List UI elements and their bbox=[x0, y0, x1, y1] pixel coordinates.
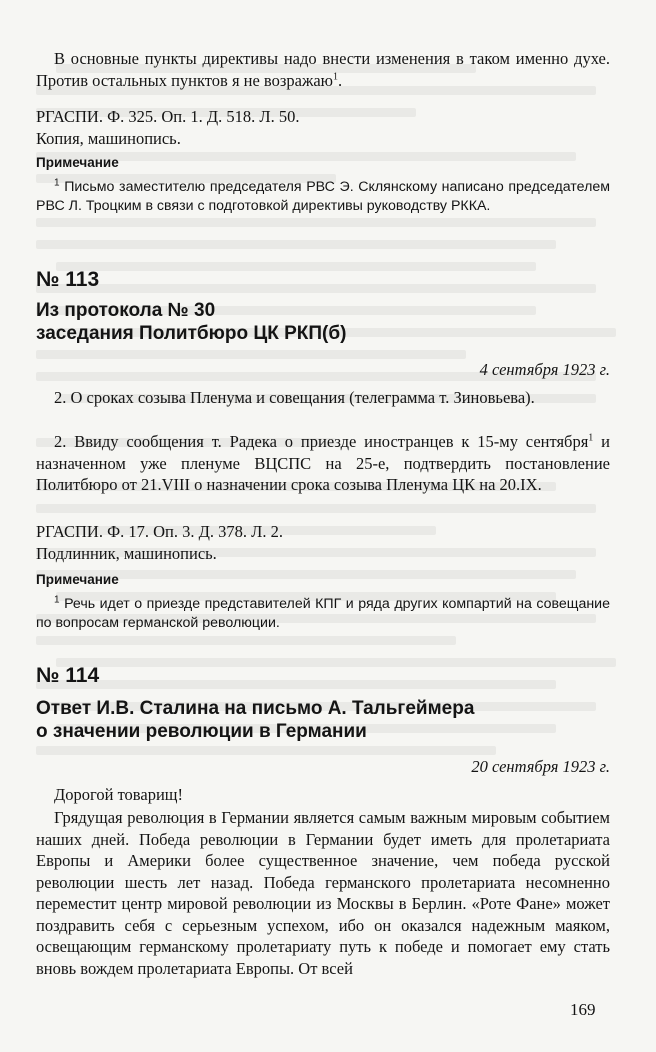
copy-type: Копия, машинопись. bbox=[36, 129, 181, 148]
ghost-line bbox=[56, 262, 536, 271]
ghost-line bbox=[36, 350, 466, 359]
document-number: № 113 bbox=[36, 268, 100, 291]
item-text: 2. Ввиду сообщения т. Радека о приезде иностранцев к 15-му сентября bbox=[54, 432, 589, 451]
footnote-marker: 1 bbox=[54, 594, 60, 606]
document-date: 20 сентября 1923 г. bbox=[471, 757, 610, 776]
archive-source: РГАСПИ. Ф. 325. Оп. 1. Д. 518. Л. 50. bbox=[36, 107, 300, 126]
ghost-line bbox=[56, 658, 616, 667]
letter-body: Грядущая революция в Германии является самым важным мировым событием наших дней. Победа революции в Германии будет иметь для пролетариата Европы и Америки более существенное значение, чем победа русской революции шесть лет назад. Победа германского пролетариата несомненно переместит центр мировой революции из Москвы в Берлин. «Роте Фане» может поздравить себя с серьезным успехом, ибо он оказался надежным маяком, освещающим германскому пролетариату путь к победе и помогает ему стать вновь вождем пролетариата Европы. От всей bbox=[36, 808, 610, 978]
footnote-body: Письмо заместителю председателя РВС Э. Склянскому написано председателем РВС Л. Троцким в связи с подготовкой директивы руководству РККА. bbox=[36, 179, 610, 214]
directive-paragraph bbox=[36, 48, 610, 91]
ghost-line bbox=[36, 284, 596, 293]
note-heading: Примечание bbox=[36, 572, 119, 587]
ghost-line bbox=[36, 504, 596, 513]
footnote-marker: 1 bbox=[54, 177, 60, 189]
note-heading: Примечание bbox=[36, 155, 119, 170]
directive-text: В основные пункты директивы надо внести изменения в таком именно духе. Против остальных пунктов я не возражаю bbox=[36, 49, 610, 90]
footnote-text bbox=[36, 178, 610, 215]
ghost-line bbox=[36, 680, 556, 689]
ghost-line bbox=[36, 218, 596, 227]
item-text: и назначенном уже пленуме ВЦСПС на 25-е, подтвердить постановление Политбюро от 21.VIII о назначении срока созыва Пленума ЦК на 20.IX. bbox=[36, 432, 610, 494]
title-line: Из протокола № 30 bbox=[36, 300, 216, 321]
original-type: Подлинник, машинопись. bbox=[36, 544, 217, 563]
footnote-body: Речь идет о приезде представителей КПГ и ряда других компартий на совещание по вопросам германской революции. bbox=[36, 596, 610, 631]
title-line: заседания Политбюро ЦК РКП(б) bbox=[36, 323, 347, 344]
page-number: 169 bbox=[570, 1000, 596, 1019]
archive-source: РГАСПИ. Ф. 17. Оп. 3. Д. 378. Л. 2. bbox=[36, 522, 283, 541]
period: . bbox=[338, 70, 343, 90]
protocol-item: 2. О сроках созыва Пленума и совещания (телеграмма т. Зиновьева). bbox=[54, 388, 535, 407]
document-title bbox=[36, 299, 610, 345]
title-line: о значении революции в Германии bbox=[36, 721, 367, 742]
document-title bbox=[36, 697, 610, 743]
ghost-line bbox=[36, 746, 496, 755]
document-date: 4 сентября 1923 г. bbox=[479, 360, 610, 379]
protocol-item bbox=[36, 431, 610, 496]
letter-greeting: Дорогой товарищ! bbox=[54, 785, 183, 804]
ghost-line bbox=[36, 636, 456, 645]
document-number: № 114 bbox=[36, 664, 100, 687]
footnote-ref: 1 bbox=[333, 71, 338, 82]
ghost-line bbox=[36, 240, 556, 249]
title-line: Ответ И.В. Сталина на письмо А. Тальгеймера bbox=[36, 698, 475, 719]
footnote-text bbox=[36, 595, 610, 632]
footnote-ref: 1 bbox=[588, 432, 594, 444]
show-through-text bbox=[36, 60, 636, 780]
